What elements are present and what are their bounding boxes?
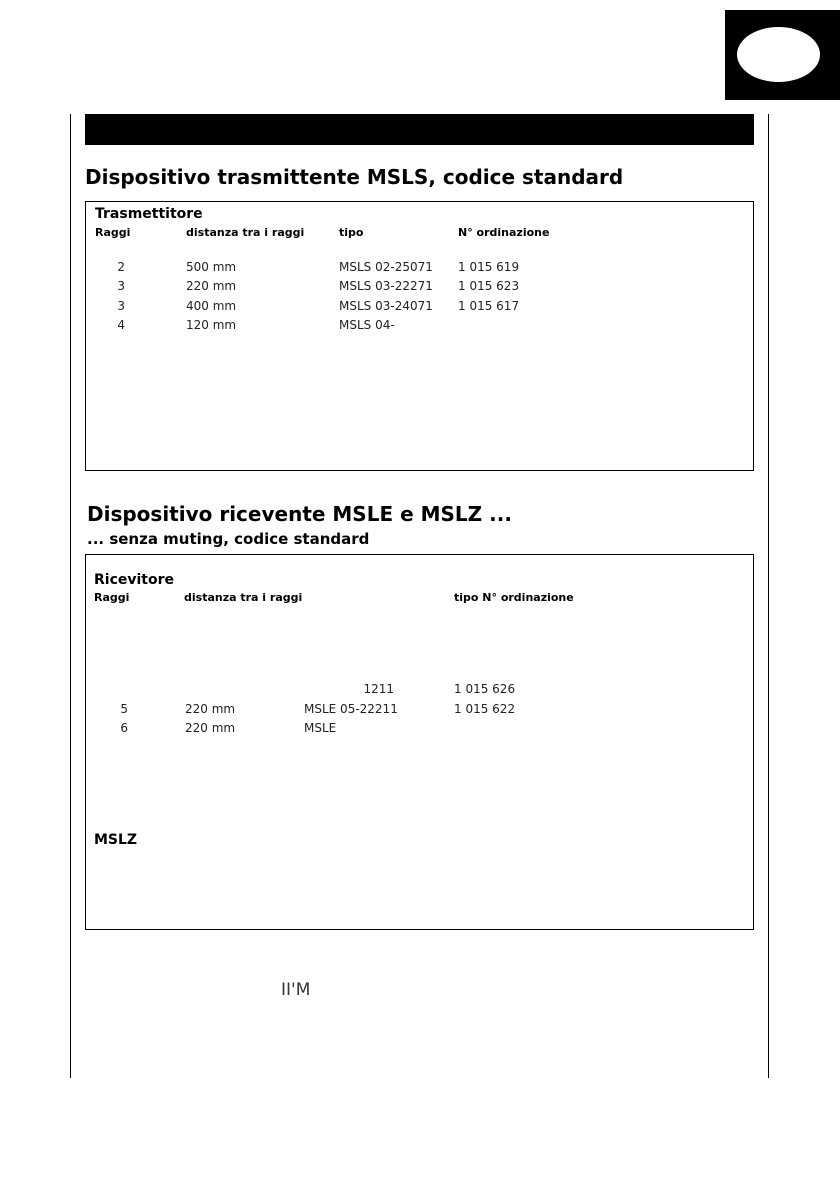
- col-header-tipo: tipo: [339, 226, 364, 239]
- table-row: [86, 279, 753, 297]
- table-row: [86, 682, 753, 700]
- col-header-tipo-ordinazione: tipo N° ordinazione: [454, 591, 574, 604]
- table-row: [86, 299, 753, 317]
- transmitter-label: Trasmettitore: [95, 206, 203, 222]
- table-row: [86, 721, 753, 739]
- footer-fragment: II'M: [281, 980, 311, 1000]
- cell-ordinazione: 1 015 626: [454, 682, 516, 696]
- cell-ordinazione: 1 015 622: [454, 702, 516, 716]
- col-header-distanza: distanza tra i raggi: [184, 591, 303, 604]
- cell-distanza: 220 mm: [185, 702, 236, 716]
- cell-raggi: 6: [120, 721, 128, 735]
- section2-title: Dispositivo ricevente MSLE e MSLZ ...: [87, 502, 512, 526]
- cell-tipo: MSLS 02-25071: [339, 260, 433, 274]
- cell-tipo: MSLS 03-22271: [339, 279, 433, 293]
- cell-raggi: 3: [117, 279, 125, 293]
- cell-ordinazione: 1 015 617: [458, 299, 520, 313]
- section1-title: Dispositivo trasmittente MSLS, codice standard: [85, 165, 624, 189]
- col-header-raggi: Raggi: [95, 226, 131, 239]
- col-header-distanza: distanza tra i raggi: [186, 226, 305, 239]
- cell-tipo: 1211: [363, 682, 394, 696]
- col-header-raggi: Raggi: [94, 591, 130, 604]
- col-header-ordinazione: N° ordinazione: [458, 226, 550, 239]
- cell-distanza: 220 mm: [185, 721, 236, 735]
- cell-distanza: 220 mm: [186, 279, 237, 293]
- header-bar: [85, 114, 754, 145]
- cell-tipo: MSLS 03-24071: [339, 299, 433, 313]
- table-row: [86, 318, 753, 336]
- left-margin-line: [70, 114, 71, 1078]
- cell-distanza: 400 mm: [186, 299, 237, 313]
- cell-raggi: 5: [120, 702, 128, 716]
- corner-tab-oval: [737, 27, 820, 82]
- receiver-box: [85, 554, 754, 930]
- right-margin-line: [768, 114, 769, 1078]
- cell-raggi: 3: [117, 299, 125, 313]
- cell-tipo: MSLS 04-: [339, 318, 395, 332]
- cell-ordinazione: 1 015 623: [458, 279, 520, 293]
- cell-ordinazione: 1 015 619: [458, 260, 520, 274]
- cell-raggi: 2: [117, 260, 125, 274]
- cell-distanza: 120 mm: [186, 318, 237, 332]
- cell-raggi: 4: [117, 318, 125, 332]
- section2-subtitle: ... senza muting, codice standard: [87, 530, 370, 548]
- transmitter-box: [85, 201, 754, 471]
- cell-tipo: MSLE: [304, 721, 337, 735]
- cell-tipo: MSLE 05-22211: [304, 702, 398, 716]
- table-row: [86, 702, 753, 720]
- receiver-label: Ricevitore: [94, 572, 175, 588]
- mslz-label: MSLZ: [94, 832, 138, 848]
- cell-distanza: 500 mm: [186, 260, 237, 274]
- table-row: [86, 260, 753, 278]
